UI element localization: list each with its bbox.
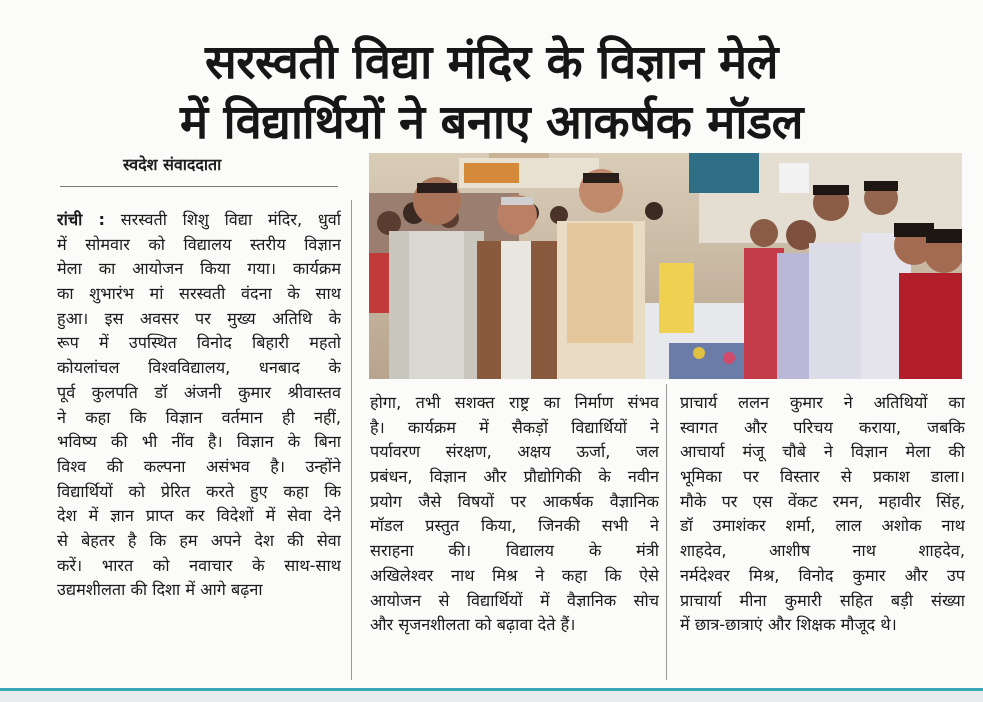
text-line-content: में छात्र-छात्राएं और शिक्षक मौजूद थे। <box>680 615 897 635</box>
text-line <box>370 440 659 465</box>
text-line-content: प्राचार्या मीना कुमारी सहित बड़ी संख्या <box>680 590 965 610</box>
text-line <box>370 465 659 490</box>
byline: स्वदेश संवाददाता <box>123 155 222 174</box>
text-line-content: सराहना की। विद्यालय के मंत्री <box>370 541 659 561</box>
text-line-content: स्वागत और परिचय कराया, जबकि <box>680 417 965 437</box>
text-line <box>680 564 965 589</box>
byline-rule <box>60 186 338 187</box>
text-line <box>680 465 965 490</box>
text-line-content: आयोजन से विद्यार्थियों में वैज्ञानिक सोच <box>370 590 659 610</box>
text-line-content: उद्यमशीलता की दिशा में आगे बढ़ना <box>57 580 263 600</box>
text-line-content: से बेहतर है कि हम अपने देश की सेवा <box>57 530 341 550</box>
text-line <box>57 356 341 381</box>
text-line <box>57 504 341 529</box>
text-line-content: प्रबंधन, विज्ञान और प्रौद्योगिकी के नवीन <box>370 467 659 487</box>
text-line-content: का शुभारंभ मां सरस्वती वंदना के साथ <box>57 284 341 304</box>
article-column-2 <box>370 391 659 638</box>
text-line-content: और सृजनशीलता को बढ़ावा देते हैं। <box>370 615 576 635</box>
text-line-content: रूप में उपस्थित विनोद बिहारी महतो <box>57 333 341 353</box>
text-line-content: प्राचार्य ललन कुमार ने अतिथियों का <box>680 393 965 412</box>
text-line-content: पूर्व कुलपति डॉ अंजनी कुमार श्रीवास्तव <box>57 382 341 402</box>
text-line-content: आचार्या मंजू चौबे ने विज्ञान मेला की <box>680 442 965 462</box>
text-line <box>57 554 341 579</box>
text-line-content: प्रयोग जैसे विषयों पर आकर्षक वैज्ञानिक <box>370 491 659 511</box>
text-line-content: भूमिका पर विस्तार से प्रकाश डाला। <box>680 467 965 487</box>
text-line <box>680 440 965 465</box>
text-line-content: नर्मदेश्वर मिश्र, विनोद कुमार और उप <box>680 565 965 585</box>
text-line <box>57 406 341 431</box>
text-line <box>57 282 341 307</box>
event-photo <box>369 153 962 379</box>
headline-line-1: सरस्वती विद्या मंदिर के विज्ञान मेले <box>205 35 778 91</box>
text-line <box>680 514 965 539</box>
page-bottom-edge <box>0 688 983 702</box>
photo-illustration <box>369 153 962 379</box>
text-line <box>370 613 659 638</box>
text-line-content: हुआ। इस अवसर पर मुख्य अतिथि के <box>57 308 341 328</box>
text-line-content: डॉ उमाशंकर शर्मा, लाल अशोक नाथ <box>680 516 965 536</box>
text-line-content: करें। भारत को नवाचार के साथ-साथ <box>57 555 341 575</box>
text-line-content: पर्यावरण संरक्षण, अक्षय ऊर्जा, जल <box>370 442 659 462</box>
text-line <box>370 539 659 564</box>
text-line <box>57 233 341 258</box>
text-line-content: सरस्वती शिशु विद्या मंदिर, धुर्वा <box>120 210 341 229</box>
text-line <box>57 381 341 406</box>
text-line <box>57 529 341 554</box>
text-line <box>370 416 659 441</box>
text-line <box>57 208 341 233</box>
article-column-3 <box>680 391 965 638</box>
text-line <box>680 416 965 441</box>
text-line-content: ने कहा कि विज्ञान वर्तमान ही नहीं, <box>57 407 341 427</box>
headline-line-2: में विद्यार्थियों ने बनाए आकर्षक मॉडल <box>180 95 803 151</box>
text-line <box>57 430 341 455</box>
text-line-content: है। कार्यक्रम में सैकड़ों विद्यार्थियों ने <box>370 417 659 437</box>
text-line <box>370 564 659 589</box>
text-line <box>370 589 659 614</box>
text-line <box>370 490 659 515</box>
text-line-content: कोयलांचल विश्वविद्यालय, धनबाद के <box>57 358 341 378</box>
text-line <box>370 514 659 539</box>
text-line <box>680 391 965 416</box>
text-line-content: देश में ज्ञान प्राप्त कर विदेशों में सेवा देने <box>57 506 341 526</box>
bottom-accent-line <box>0 688 983 691</box>
text-line-content: अखिलेश्वर नाथ मिश्र ने कहा कि ऐसे <box>370 565 659 585</box>
text-line-content: विद्यार्थियों को प्रेरित करते हुए कहा कि <box>57 481 341 501</box>
text-line-content: में सोमवार को विद्यालय स्तरीय विज्ञान <box>57 234 341 254</box>
text-line-content: होगा, तभी सशक्त राष्ट्र का निर्माण संभव <box>370 393 659 412</box>
text-line <box>680 539 965 564</box>
dateline: रांची : <box>57 210 105 229</box>
text-line <box>57 455 341 480</box>
text-line <box>680 613 965 638</box>
text-line <box>57 307 341 332</box>
column-divider-2 <box>666 384 667 680</box>
text-line <box>57 578 341 603</box>
column-divider-1 <box>351 200 352 680</box>
article-column-1 <box>57 208 341 603</box>
headline <box>0 33 983 153</box>
text-line <box>57 480 341 505</box>
text-line <box>57 257 341 282</box>
text-line-content: भविष्य की भी नींव है। विज्ञान के बिना <box>57 432 341 452</box>
text-line <box>680 490 965 515</box>
text-line <box>57 331 341 356</box>
text-line-content: मॉडल प्रस्तुत किया, जिनकी सभी ने <box>370 516 659 536</box>
text-line-content: विश्व की कल्पना असंभव है। उन्होंने <box>57 456 341 476</box>
text-line-content: मौके पर एस वेंकट रमन, महावीर सिंह, <box>680 491 965 511</box>
text-line-content: शाहदेव, आशीष नाथ शाहदेव, <box>680 541 965 561</box>
text-line-content: मेला का आयोजन किया गया। कार्यक्रम <box>57 259 341 279</box>
text-line <box>680 589 965 614</box>
text-line <box>370 391 659 416</box>
